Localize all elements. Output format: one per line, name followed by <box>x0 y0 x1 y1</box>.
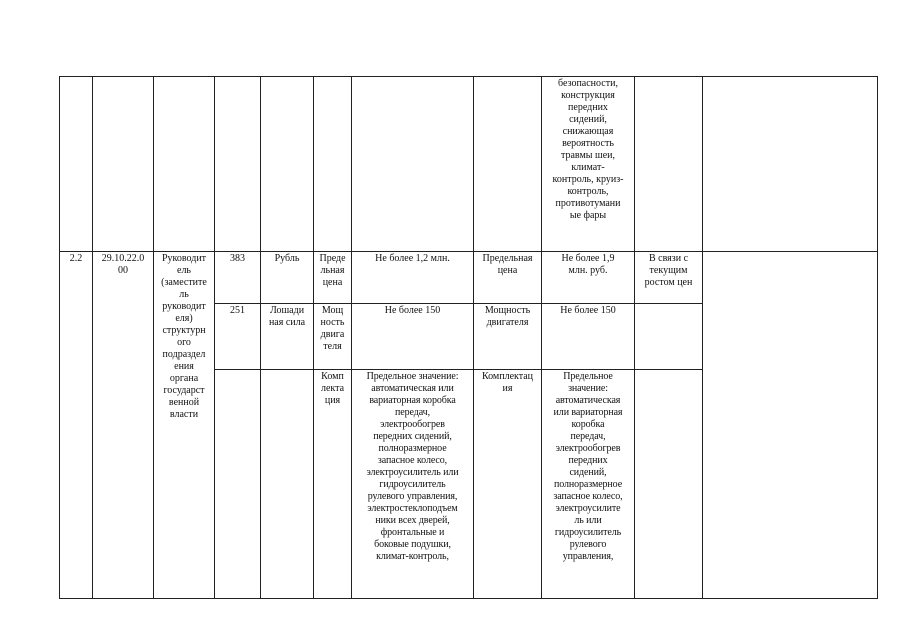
value-2: Предельное значение: автоматическая или вариаторная коробка передач, электрообогрев передних сидений, полноразмерное запасное колесо, электроусилите ль или гидроусилитель рулевого управления, <box>542 370 635 599</box>
unit-code: 251 <box>215 304 261 370</box>
cell-unit-code <box>215 77 261 252</box>
value-2: Не более 1,9 млн. руб. <box>542 252 635 304</box>
cell-justification <box>635 77 703 252</box>
cell-number <box>60 77 93 252</box>
unit-name: Рубль <box>261 252 314 304</box>
cell-okpd-code <box>93 77 154 252</box>
value: Не более 1,2 млн. <box>352 252 474 304</box>
cell-characteristic-2 <box>474 77 542 252</box>
cell-unit-name <box>261 77 314 252</box>
table-row <box>60 252 878 304</box>
value: Предельное значение: автоматическая или вариаторная коробка передач, электрообогрев передних сидений, полноразмерное запасное колесо, электроусилитель или гидроусилитель рулевого управления, электростеклоподъем ники всех дверей, фронтальные и боковые подушки, климат-контроль, <box>352 370 474 599</box>
cell-position <box>154 77 215 252</box>
characteristic-2: Комплектац ия <box>474 370 542 599</box>
item-okpd-code: 29.10.22.0 00 <box>93 252 154 599</box>
value: Не более 150 <box>352 304 474 370</box>
item-number: 2.2 <box>60 252 93 599</box>
table-row-continuation <box>60 77 878 252</box>
unit-name <box>261 370 314 599</box>
cell-extra <box>703 77 878 252</box>
characteristic-2: Предельная цена <box>474 252 542 304</box>
justification <box>635 370 703 599</box>
unit-name: Лошади ная сила <box>261 304 314 370</box>
cell-characteristic <box>314 77 352 252</box>
unit-code: 383 <box>215 252 261 304</box>
value-2: Не более 150 <box>542 304 635 370</box>
cell-extra <box>703 252 878 599</box>
cell-value-2: безопасности, конструкция передних сидений, снижающая вероятность травмы шеи, климат- контроль, круиз- контроль, противотумани ые фары <box>542 77 635 252</box>
procurement-requirements-table <box>59 76 878 599</box>
characteristic: Преде льная цена <box>314 252 352 304</box>
characteristic: Комп лекта ция <box>314 370 352 599</box>
characteristic-2: Мощность двигателя <box>474 304 542 370</box>
justification: В связи с текущим ростом цен <box>635 252 703 304</box>
cell-value <box>352 77 474 252</box>
justification <box>635 304 703 370</box>
characteristic: Мощ ность двига теля <box>314 304 352 370</box>
unit-code <box>215 370 261 599</box>
item-position: Руководит ель (заместите ль руководит еля) структурн ого подраздел ения органа государст венной власти <box>154 252 215 599</box>
